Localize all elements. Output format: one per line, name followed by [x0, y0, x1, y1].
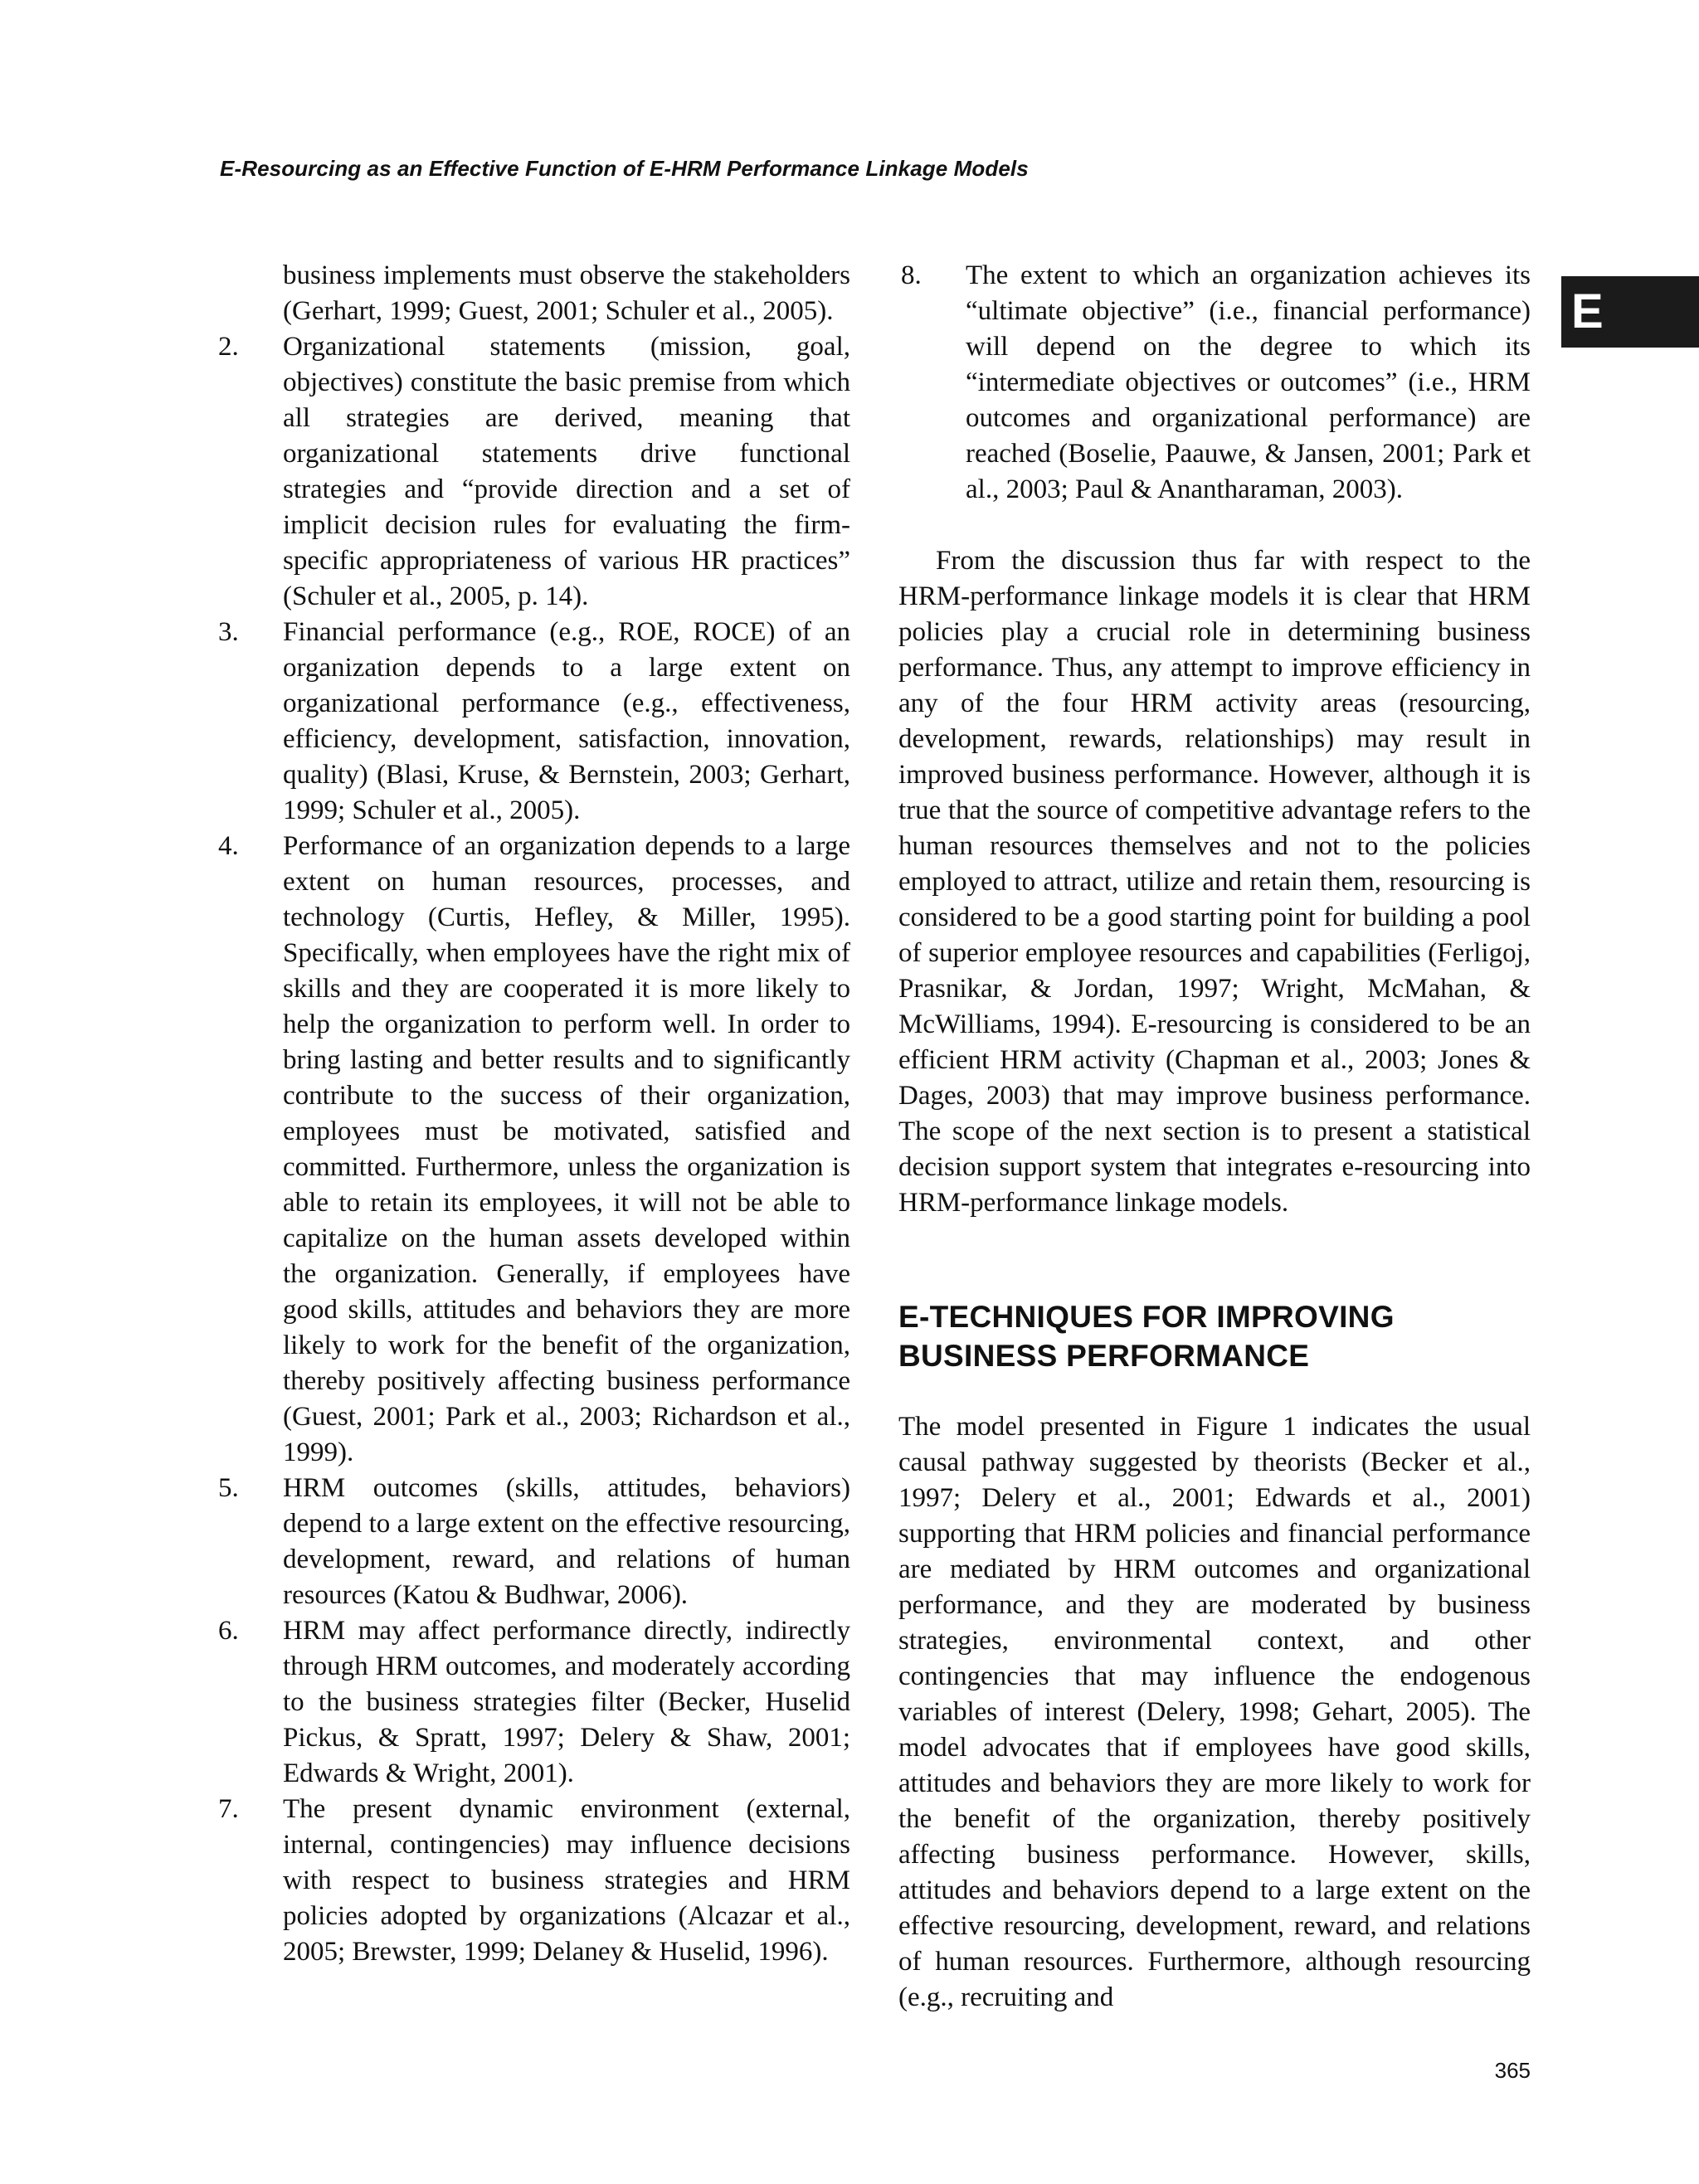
section-tab-letter: E — [1571, 285, 1604, 338]
numbered-list — [216, 258, 850, 1970]
body-paragraph: From the discussion thus far with respect to the HRM-performance linkage models it is clear that HRM policies play a crucial role in determining business performance. Thus, any attempt to improve efficiency in any of the four HRM activity areas (resourcing, development, rewards, relationships) may result in improved business performance. However, although it is true that the source of competitive advantage refers to the human resources themselves and not to the policies employed to attract, utilize and retain them, resourcing is considered to be a good starting point for building a pool of superior employee resources and capabilities (Ferligoj, Prasnikar, & Jordan, 1997; Wright, McMahan, & McWilliams, 1994). E-resourcing is considered to be an efficient HRM activity (Chapman et al., 2003; Jones & Dages, 2003) that may improve business performance. The scope of the next section is to present a statistical decision support system that integrates e-resourcing into HRM-performance linkage models. — [898, 546, 1531, 1218]
list-item — [898, 258, 1531, 508]
list-item-number: 3. — [218, 617, 239, 647]
section-heading-line: BUSINESS PERFORMANCE — [898, 1339, 1310, 1373]
body-paragraph: The model presented in Figure 1 indicates the usual causal pathway suggested by theorists (Becker et al., 1997; Delery et al., 2001; Edwards et al., 2001) supporting that HRM policies and financial performance are mediated by HRM outcomes and organizational performance, and they are moderated by business strategies, environmental context, and other contingencies that may influence the endogenous variables of interest (Delery, 1998; Gehart, 2005). The model advocates that if employees have good skills, attitudes and behaviors they are more likely to work for the benefit of the organization, thereby positively affecting business performance. However, skills, attitudes and behaviors depend to a large extent on the effective resourcing, development, reward, and relations of human resources. Furthermore, although resourcing (e.g., recruiting and — [898, 1412, 1531, 2012]
list-item-text: Financial performance (e.g., ROE, ROCE) of an organization depends to a large extent on organizational performance (e.g., effectiveness, efficiency, development, satisfaction, innovation, quality) (Blasi, Kruse, & Bernstein, 2003; Gerhart, 1999; Schuler et al., 2005). — [283, 617, 850, 825]
list-item-continuation — [216, 258, 850, 329]
list-item-number: 7. — [218, 1794, 239, 1824]
list-item — [216, 1471, 850, 1613]
right-text-column — [898, 258, 1531, 2016]
list-item-text: The extent to which an organization achieves its “ultimate objective” (i.e., financial performance) will depend on the degree to which its “intermediate objectives or outcomes” (i.e., HRM outcomes and organizational performance) are reached (Boselie, Paauwe, & Jansen, 2001; Park et al., 2003; Paul & Anantharaman, 2003). — [966, 260, 1531, 504]
list-item-text: business implements must observe the stakeholders (Gerhart, 1999; Guest, 2001; Schuler et al., 2005). — [283, 260, 850, 326]
list-item-number: 2. — [218, 332, 239, 362]
numbered-list — [898, 258, 1531, 508]
section-heading-line: E-TECHNIQUES FOR IMPROVING — [898, 1300, 1395, 1334]
list-item-text: HRM outcomes (skills, attitudes, behaviors) depend to a large extent on the effective resourcing, development, reward, and relations of human resources (Katou & Budhwar, 2006). — [283, 1473, 850, 1610]
list-item-text: Performance of an organization depends to a large extent on human resources, processes, and technology (Curtis, Hefley, & Miller, 1995). Specifically, when employees have the right mix of skills and they are cooperated it is more likely to help the organization to perform well. In order to bring lasting and better results and to significantly contribute to the success of their organization, employees must be motivated, satisfied and committed. Furthermore, unless the organization is able to retain its employees, it will not be able to capitalize on the human assets developed within the organization. Generally, if employees have good skills, attitudes and behaviors they are more likely to work for the benefit of the organization, thereby positively affecting business performance (Guest, 2001; Park et al., 2003; Richardson et al., 1999). — [283, 831, 850, 1467]
left-text-column — [216, 258, 850, 1970]
list-item — [216, 829, 850, 1471]
list-item — [216, 615, 850, 829]
list-item — [216, 329, 850, 615]
page-number: 365 — [1494, 2058, 1531, 2083]
list-item-number: 6. — [218, 1616, 239, 1646]
list-item-text: The present dynamic environment (external, internal, contingencies) may influence decisions with respect to business strategies and HRM policies adopted by organizations (Alcazar et al., 2005; Brewster, 1999; Delaney & Huselid, 1996). — [283, 1794, 850, 1967]
list-item-number: 4. — [218, 831, 239, 861]
list-item-text: Organizational statements (mission, goal, objectives) constitute the basic premise from which all strategies are derived, meaning that organizational statements drive functional strategies and “provide direction and a set of implicit decision rules for evaluating the firm-specific appropriateness of various HR practices” (Schuler et al., 2005, p. 14). — [283, 332, 850, 611]
section-tab-marker — [1561, 276, 1699, 348]
running-header-title: E-Resourcing as an Effective Function of E-HRM Performance Linkage Models — [220, 156, 1029, 181]
section-heading — [898, 1297, 1531, 1375]
list-item — [216, 1792, 850, 1970]
list-item — [216, 1613, 850, 1792]
list-item-number: 5. — [218, 1473, 239, 1503]
list-item-text: HRM may affect performance directly, indirectly through HRM outcomes, and moderately according to the business strategies filter (Becker, Huselid Pickus, & Spratt, 1997; Delery & Shaw, 2001; Edwards & Wright, 2001). — [283, 1616, 850, 1788]
list-item-number: 8. — [901, 260, 922, 290]
